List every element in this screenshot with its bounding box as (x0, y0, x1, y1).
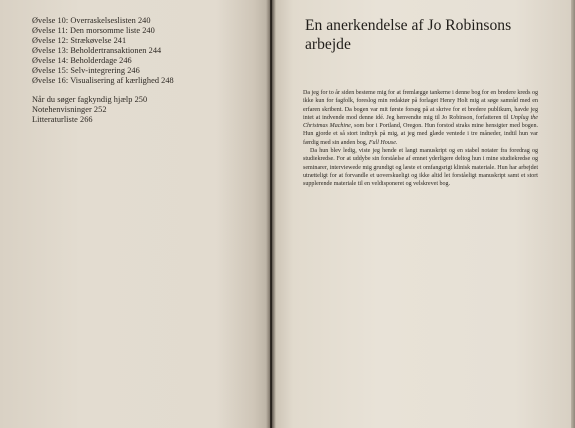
body-paragraph: Da hun blev ledig, viste jeg hende et langt manuskript og en stabel notater fra foredrag og studiekredse. For at uddybe sin forståelse af emnet yderligere deltog hun i mine studiekredse og seminarer, interviewede mig grundigt og læste et omfangsrigt klinisk materiale. Hun har arbejdet utrætteligt for at forvandle et uoverskueligt og ikke altid let forståeligt manuskript samt et stort supplerende materiale til en veldisponeret og velskrevet bog. (303, 148, 538, 188)
toc-spacer (32, 86, 174, 95)
body-paragraph: Da jeg for to år siden besteme mig for at fremlægge tankerne i denne bog for en bredere kreds og ikke kun for fagfolk, foreslog min redaktør på forlaget Henry Holt mig at søge samråd med en erfaren skribent. Da bogen var mit første forsøg på at skrive for et bredere publikum, havde jeg intet at indvende mod denne idé. Jeg henvendte mig til Jo Robinson, forfatteren til Unplug the Christmas Machine, som bor i Portland, Oregon. Hun forstod straks mine hensigter med bogen. Hun gjorde et så stort indtryk på mig, at jeg med glæde ventede i tre måneder, indtil hun var færdig med sin anden bog, Full House. (303, 90, 538, 146)
right-page (272, 0, 575, 428)
chapter-title: En anerkendelse af Jo Robinsons arbejde (305, 17, 512, 53)
book-title-italic: Unplug the Christmas Machine (303, 114, 538, 130)
toc-entry: Øvelse 16: Visualisering af kærlighed 248 (32, 76, 174, 86)
toc-entry: Øvelse 12: Strækøvelse 241 (32, 36, 127, 46)
toc-back-matter-entry: Notehenvisninger 252 (32, 105, 107, 115)
toc-entry: Øvelse 11: Den morsomme liste 240 (32, 26, 155, 36)
toc-entry: Øvelse 13: Beholdertransaktionen 244 (32, 46, 162, 56)
toc-entry: Øvelse 14: Beholderdage 246 (32, 56, 132, 66)
toc-back-matter-entry: Litteraturliste 266 (32, 115, 93, 125)
book-gutter-shadow (266, 0, 276, 428)
toc-entry: Øvelse 15: Selv-integrering 246 (32, 66, 140, 76)
table-of-contents (32, 16, 174, 125)
book-title-italic: Full House (368, 139, 396, 146)
toc-entry: Øvelse 10: Overraskelseslisten 240 (32, 16, 151, 25)
page-edge (571, 0, 575, 428)
toc-back-matter-entry: Når du søger fagkyndig hjælp 250 (32, 95, 148, 105)
left-page (0, 0, 270, 428)
chapter-body (303, 89, 538, 189)
